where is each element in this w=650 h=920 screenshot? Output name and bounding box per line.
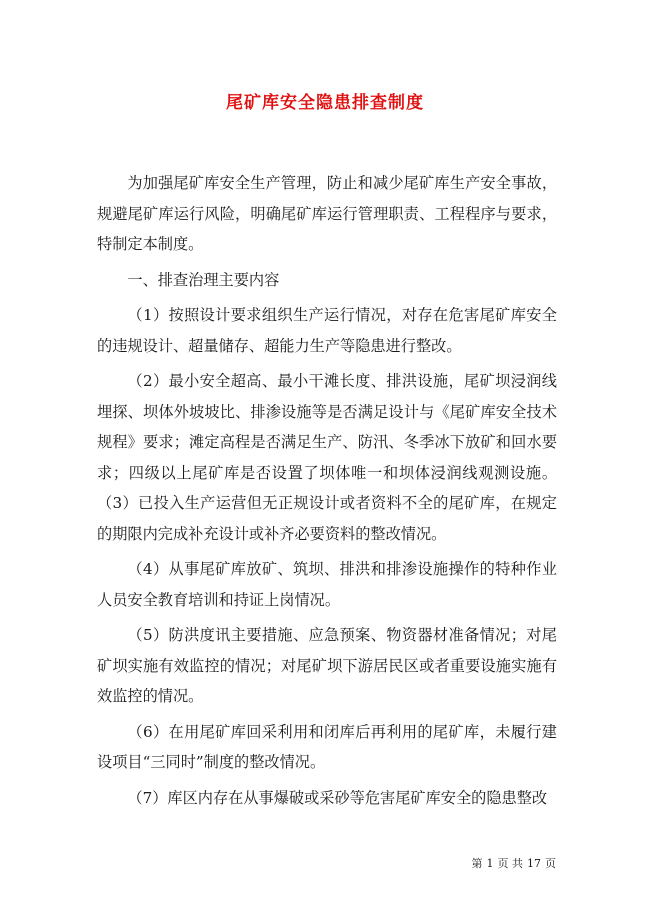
footer-prefix: 第 [471, 857, 483, 870]
paragraph-item-4: （4）从事尾矿库放矿、筑坝、排洪和排渗设施操作的特种作业人员安全教育培训和持证上岗情况。 [97, 560, 557, 609]
document-title: 尾矿库安全隐患排查制度 [226, 93, 424, 113]
paragraph-item-2: （2）最小安全超高、最小干滩长度、排洪设施，尾矿坝浸润线埋探、坝体外坡坡比、排渗设施等是否满足设计与《尾矿库安全技术规程》要求；滩定高程是否满足生产、防汛、冬季冰下放矿和回水要求；四级以上尾矿库是否设置了坝体唯一和坝体浸润线观测设施。（3）已投入生产运营但无正规设计或者资料不全的尾矿库，在规定的期限内完成补充设计或补齐必要资料的整改情况。 [97, 372, 557, 543]
footer-current-page: 1 [486, 857, 494, 870]
paragraph-item-5: （5）防洪度讯主要措施、应急预案、物资器材准备情况；对尾矿坝实施有效监控的情况；对尾矿坝下游居民区或者重要设施实施有效监控的情况。 [97, 626, 557, 705]
paragraph-item-7: （7）库区内存在从事爆破或采砂等危害尾矿库安全的隐患整改 [127, 788, 548, 807]
paragraph-item-6: （6）在用尾矿库回采利用和闭库后再利用的尾矿库，未履行建设项目“三同时”制度的整改情况。 [97, 722, 557, 771]
section-heading: 一、排查治理主要内容 [127, 270, 280, 289]
paragraph-item-1: （1）按照设计要求组织生产运行情况，对存在危害尾矿库安全的违规设计、超量储存、超能力生产等隐患进行整改。 [97, 306, 557, 355]
paragraph-intro: 为加强尾矿库安全生产管理，防止和减少尾矿库生产安全事故，规避尾矿库运行风险，明确尾矿库运行管理职责、工程程序与要求，特制定本制度。 [97, 174, 557, 253]
footer-total-pages: 17 [527, 857, 541, 870]
footer-mid: 页 共 [497, 857, 523, 870]
page-number-footer [470, 855, 559, 871]
footer-suffix: 页 [545, 857, 556, 870]
document-body [97, 168, 557, 818]
